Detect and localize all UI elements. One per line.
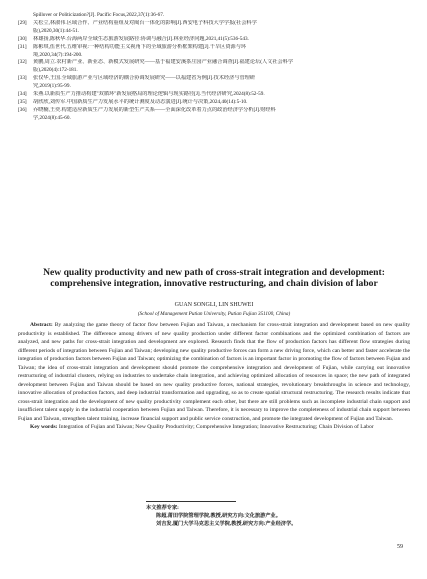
- reference-line: [18, 12, 410, 20]
- reference-text: 学,2024(8):45-60.: [33, 114, 71, 121]
- page-number: 59: [397, 544, 403, 550]
- reference-text: 版),2020,30(1):44-51.: [33, 27, 79, 34]
- reference-text: 林雄扬,陈秋华.台海两岸全域生态旅游发展路径:协调与融合[J].林业经济问题,2021,41(5):536-543.: [33, 35, 249, 42]
- reference-text: 版),2020(4):172-181.: [33, 67, 78, 74]
- abstract-section: [18, 321, 410, 432]
- reference-number: [29]: [18, 19, 27, 26]
- keywords-text: Integration of Fujian and Taiwan; New Quality Productivity; Comprehensive Integration; Innovative Restructuring; Chain Division of Labor: [58, 424, 374, 430]
- footnote-divider: [146, 501, 236, 502]
- reference-line: [18, 52, 410, 60]
- reference-number: [31]: [18, 43, 27, 50]
- paper-title: New quality productivity and new path of cross-strait integration and development: comprehensive integration, innovative restructuring, and chain division of labor: [43, 267, 385, 289]
- footnote-label: 本文推荐专家:: [146, 505, 179, 511]
- abstract-paragraph: [18, 321, 410, 423]
- reference-line: [18, 83, 410, 91]
- reference-line: [18, 115, 410, 123]
- reference-text: 张仅华,王国.全域旅游产业与区域经济的耦合协调发展研究——以福建省为例[J].技术经济与管理研: [33, 75, 256, 82]
- abstract-label: Abstract:: [30, 322, 53, 328]
- reference-line: [18, 107, 410, 115]
- reference-list: [18, 12, 410, 123]
- authors: GUAN SONGLI, LIN SHUWEI: [174, 302, 254, 308]
- reference-line: [18, 91, 410, 99]
- reference-line: [18, 28, 410, 36]
- reference-text: Spillover or Politicization?[J]. Pacific Focus,2022,37(1):36-67.: [33, 12, 165, 18]
- keywords-paragraph: [18, 423, 410, 432]
- reference-number: [32]: [18, 59, 27, 66]
- reference-text: 朱燕.以新质生产力推动构建"双循环"新发展格局的理论逻辑与现实路径[J].当代经济研究,2024(8):52-59.: [33, 91, 265, 98]
- reference-number: [34]: [18, 91, 27, 98]
- keywords-label: Key words:: [30, 424, 58, 430]
- reference-number: [33]: [18, 75, 27, 82]
- reference-number: [30]: [18, 35, 27, 42]
- reference-text: 黄鹏,周立.农村新产业、新业态、新模式发展研究——基于福建安溪茶庄园产业融合调查[J].福建论坛(人文社会科学: [33, 59, 294, 66]
- reference-line: [18, 20, 410, 28]
- reference-text: 陈彬琪,伍世代.五维审视:一种结构功能主义视角下的全域旅游分析框架构建[J].干旱区资源与环: [33, 43, 247, 50]
- reference-line: [18, 44, 410, 52]
- reference-text: 胡欣欣,刘传军.中国新质生产力发展水平的统计测度及动态演进[J].统计与决策,2024,40(14):5-10.: [33, 98, 248, 105]
- footnote-line: 陈超,莆田学院管理学院,教授,研究方向:文化旅游产业。: [156, 513, 281, 519]
- reference-line: [18, 99, 410, 107]
- reference-text: 境,2020,34(7):194-200.: [33, 51, 83, 58]
- abstract-text: By analyzing the game theory of factor flow between Fujian and Taiwan, a mechanism for cross-strait integration and development based on new quality productivity is established. The difference among drivers of new quality production under different factor combinations and the optimized combination of factors are analyzed, and new paths for cross-strait integration and development are explored. Research finds that the flow of production factors has different flow strategies during different periods of integration between Fujian and Taiwan; developing new quality productive forces can form a new driving force, which can better and faster accelerate the integration of production factors between Fujian and Taiwan; optimizing the combination of factors is an important factor in promoting the flow of factors between Fujian and Taiwan; the idea of cross-strait integration and development should promote the comprehensive integration and development of Fujian, while carrying out innovative restructuring of industrial clusters, relying on industries to undertake chain integration, and achieving optimized allocation of resources in space; the new path of integrated development between Fujian and Taiwan should be based on new quality productive forces, national strategies, revolutionary breakthroughs in science and technology, innovative allocation of production factors, and deep industrial transformation and upgrading, so as to create spatial structural restructuring. The research results indicate that cross-strait integration and the development of new quality productivity complement each other, but there are still problems such as incomplete industrial chain support and insufficient talent supply in the industrial cooperation between Fujian and Taiwan. Therefore, it is necessary to improve the completeness of industrial chain support between Fujian and Taiwan, strengthen talent training, increase financial support and public service construction, and promote the integrated development of Fujian and Taiwan.: [18, 322, 411, 422]
- reference-line: [18, 75, 410, 83]
- reference-number: [35]: [18, 98, 27, 105]
- reference-line: [18, 59, 410, 67]
- footnote: [146, 504, 408, 528]
- affiliation: (School of Management Putian University, Putian Fujian 351100, China): [137, 311, 291, 317]
- reference-line: [18, 67, 410, 75]
- reference-line: [18, 36, 410, 44]
- footnote-line: 刘吉发,厦门大学马克思主义学院,教授,研究方向:产业经济学。: [156, 521, 297, 527]
- reference-text: 关松立,林淑伟.区域合作、产业结构重组及对闽台一体化的影响[J].西安电子科技大学学报(社会科学: [33, 19, 257, 26]
- reference-number: [36]: [18, 106, 27, 113]
- reference-text: 究,2019(1):95-99.: [33, 83, 71, 90]
- reference-text: 乔晓楠,王奕.构建适应新质生产力发展的新型生产关系——全面深化改革着力点的政治经济学分析[J].财经科: [33, 106, 276, 113]
